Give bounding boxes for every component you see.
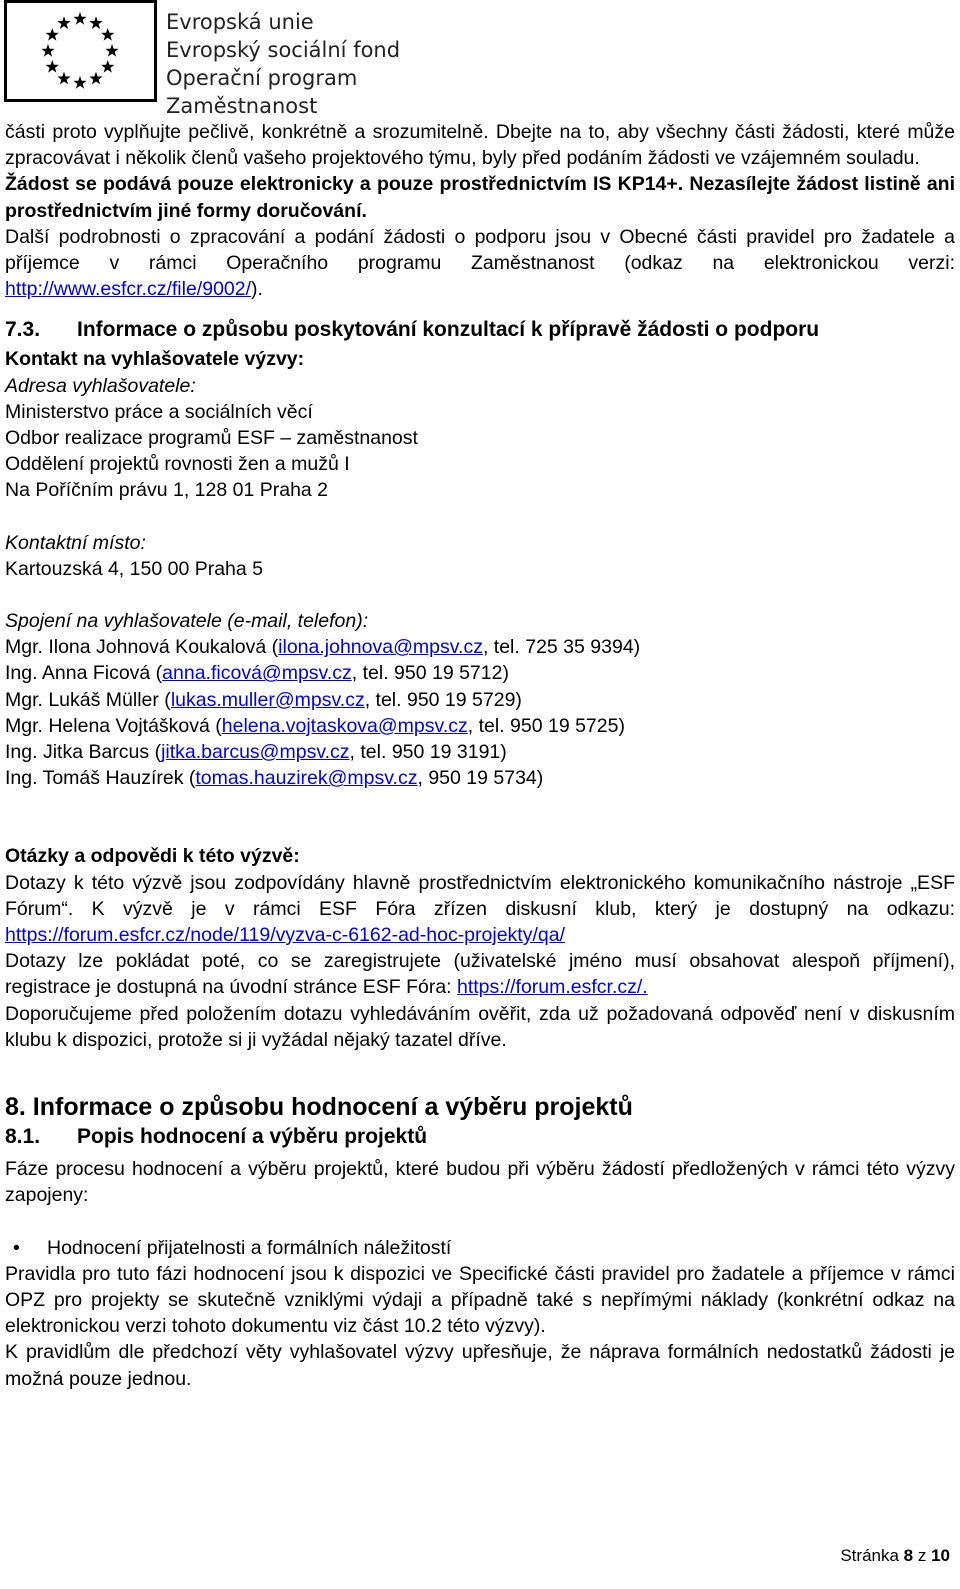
logo-line-opz: Operační program Zaměstnanost: [166, 66, 358, 118]
connection-label: Spojení na vyhlašovatele (e-mail, telefon):: [5, 610, 369, 633]
contact-name: Mgr. Ilona Johnová Koukalová (: [5, 636, 279, 659]
email-link[interactable]: anna.ficová@mpsv.cz: [162, 662, 352, 685]
rules-paragraph: Pravidla pro tuto fázi hodnocení jsou k dispozici ve Specifické části pravidel pro žadatele a příjemce v rámci OPZ pro projekty se skutečně vzniklými výdaji a případně také s nepřímými náklady (konkrétní odkaz na elektronickou verzi tohoto dokumentu viz část 10.2 této výzvy).: [5, 1262, 955, 1338]
document-body: [5, 119, 955, 1392]
contact-name: Mgr. Lukáš Müller (: [5, 688, 171, 711]
qa-text: Dotazy lze pokládat poté, co se zaregistrujete (uživatelské jméno musí obsahovat alespoň příjmení), registrace je dostupná na úvodní stránce ESF Fóra:: [5, 950, 955, 999]
submission-notice: Žádost se podává pouze elektronicky a pouze prostřednictvím IS KP14+. Nezasílejte žádost listině ani prostřednictvím jiné formy doručování.: [5, 173, 955, 222]
logo-line-esf: Evropský sociální fond: [166, 38, 401, 62]
email-link[interactable]: ilona.johnova@mpsv.cz: [278, 636, 483, 659]
section-8-heading: 8. Informace o způsobu hodnocení a výběru projektů: [5, 1093, 633, 1122]
star-icon: [73, 12, 86, 25]
contact-phone: , tel. 725 35 9394): [482, 636, 641, 659]
email-link[interactable]: tomas.hauzirek@mpsv.cz: [195, 767, 418, 790]
section-8-1-heading: [5, 1123, 955, 1150]
contact-item: [5, 687, 955, 713]
contact-phone: , tel. 950 19 5725): [467, 714, 625, 737]
star-icon: [89, 72, 102, 85]
subsection-number: 8.1.: [5, 1125, 41, 1149]
section-title: Informace o způsobu poskytování konzultací k přípravě žádosti o podporu: [77, 318, 820, 342]
page-number: 8: [903, 1546, 914, 1565]
email-link[interactable]: helena.vojtaskova@mpsv.cz: [221, 714, 468, 737]
star-icon: [101, 28, 114, 41]
contact-name: Ing. Anna Ficová (: [5, 662, 163, 685]
page-footer: [840, 1546, 950, 1566]
qa-paragraph-3: Doporučujeme před položením dotazu vyhledáváním ověřit, zda už požadovaná odpověď není v diskusním klubu k dispozici, protože si ji vyžádal nějaký tazatel dříve.: [5, 1002, 955, 1051]
star-icon: [46, 28, 59, 41]
correction-paragraph: K pravidlům dle předchozí věty vyhlašovatel výzvy upřesňuje, že náprava formálních nedostatků žádosti je možná pouze jednou.: [5, 1341, 955, 1390]
evaluation-intro: Fáze procesu hodnocení a výběru projektů, které budou při výběru žádostí předložených v rámci této výzvy zapojeny:: [5, 1158, 955, 1207]
contact-place-value: Kartouzská 4, 150 00 Praha 5: [5, 557, 264, 580]
qa-paragraph-1: [5, 870, 955, 949]
bullet-item: [5, 1235, 955, 1261]
contact-name: Ing. Tomáš Hauzírek (: [5, 767, 196, 790]
contact-item: [5, 739, 955, 765]
bullet-icon: •: [13, 1236, 20, 1259]
details-paragraph: [5, 224, 955, 303]
eu-flag-icon: [4, 0, 157, 102]
qa-paragraph-2: [5, 948, 955, 1000]
star-icon: [57, 72, 70, 85]
contact-heading: Kontakt na vyhlašovatele výzvy:: [5, 348, 305, 371]
page-label: Stránka: [840, 1546, 904, 1565]
contact-item: [5, 765, 955, 791]
star-icon: [41, 44, 54, 57]
contact-item: [5, 634, 955, 660]
qa-text: Dotazy k této výzvě jsou zodpovídány hlavně prostřednictvím elektronického komunikačního nástroje „ESF Fórum“. K výzvě je v rámci ESF Fóra zřízen diskusní klub, který je dostupný na odkazu:: [5, 871, 955, 920]
details-end: ).: [251, 278, 263, 301]
page-total: 10: [931, 1546, 950, 1565]
eu-esf-logo: [4, 0, 504, 118]
star-icon: [73, 76, 86, 89]
star-icon: [101, 60, 114, 73]
email-link[interactable]: jitka.barcus@mpsv.cz: [161, 741, 350, 764]
address-line: Na Poříčním právu 1, 128 01 Praha 2: [5, 479, 329, 502]
forum-home-link[interactable]: https://forum.esfcr.cz/.: [457, 976, 648, 999]
subsection-title: Popis hodnocení a výběru projektů: [77, 1125, 428, 1149]
forum-discussion-link[interactable]: https://forum.esfcr.cz/node/119/vyzva-c-6162-ad-hoc-projekty/qa/: [5, 924, 565, 947]
contact-phone: , tel. 950 19 5729): [364, 688, 522, 711]
star-icon: [57, 16, 70, 29]
contact-phone: , 950 19 5734): [417, 767, 544, 790]
contact-item: [5, 713, 955, 739]
contact-phone: , tel. 950 19 3191): [349, 741, 507, 764]
intro-paragraph: části proto vyplňujte pečlivě, konkrétně a srozumitelně. Dbejte na to, aby všechny části žádosti, které může zpracovávat i několik členů vašeho projektového týmu, byly před podáním žádosti ve vzájemném souladu.: [5, 121, 955, 170]
address-line: Ministerstvo práce a sociálních věcí: [5, 400, 313, 423]
star-icon: [89, 16, 102, 29]
address-block: [5, 399, 955, 504]
page-sep: z: [913, 1546, 932, 1565]
contact-name: Mgr. Helena Vojtášková (: [5, 714, 222, 737]
contact-item: [5, 660, 955, 686]
qa-heading: Otázky a odpovědi k této výzvě:: [5, 845, 300, 868]
contact-place-label: Kontaktní místo:: [5, 531, 146, 554]
star-icon: [46, 60, 59, 73]
contact-name: Ing. Jitka Barcus (: [5, 741, 162, 764]
star-icon: [105, 44, 118, 57]
details-text: Další podrobnosti o zpracování a podání žádosti o podporu jsou v Obecné části pravidel pro žadatele a příjemce v rámci Operačního programu Zaměstnanost (odkaz na elektronickou verzi:: [5, 225, 955, 275]
address-label: Adresa vyhlašovatele:: [5, 374, 196, 397]
rules-link[interactable]: http://www.esfcr.cz/file/9002/: [5, 278, 252, 301]
logo-line-eu: Evropská unie: [166, 10, 314, 34]
section-number: 7.3.: [5, 318, 41, 342]
section-7-3-heading: [5, 316, 955, 344]
bullet-text: Hodnocení přijatelnosti a formálních náležitostí: [47, 1236, 452, 1259]
email-link[interactable]: lukas.muller@mpsv.cz: [170, 688, 365, 711]
contact-phone: , tel. 950 19 5712): [351, 662, 509, 685]
logo-text: [166, 8, 504, 120]
address-line: Odbor realizace programů ESF – zaměstnanost: [5, 427, 418, 450]
contact-list: [5, 634, 955, 791]
address-line: Oddělení projektů rovnosti žen a mužů I: [5, 453, 350, 476]
